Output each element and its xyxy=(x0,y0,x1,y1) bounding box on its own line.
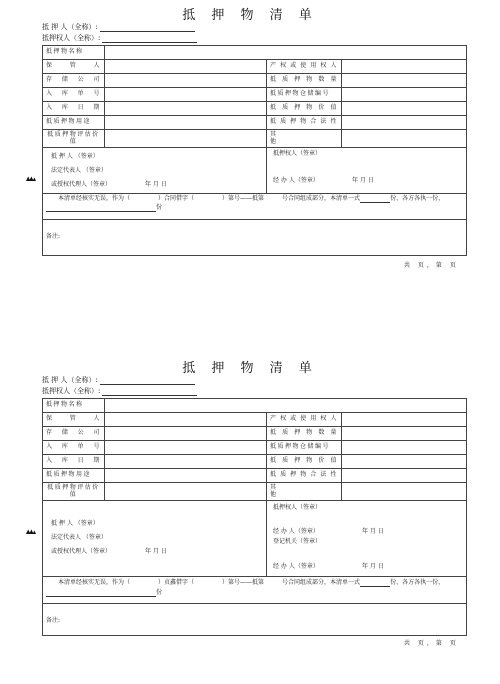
parties-blank[interactable] xyxy=(46,590,156,597)
table-row xyxy=(43,455,467,469)
remarks-cell[interactable] xyxy=(43,604,467,636)
row-value-cell[interactable] xyxy=(342,413,467,427)
table-row xyxy=(43,427,467,441)
row-label: 抵押物名称 xyxy=(43,46,105,60)
statement-text-a: 本清单经核实无误，作为（ xyxy=(58,195,131,203)
copies-blank[interactable] xyxy=(360,580,390,587)
row-label: 抵质押物仓储编号 xyxy=(267,88,342,102)
handler-sign-label: 经 办 人（签章） xyxy=(273,177,319,184)
row-label: 抵质押物价值 xyxy=(267,455,342,469)
table-row xyxy=(43,413,467,427)
mortgagor-sign-label: 抵 押 人 （签章） xyxy=(51,520,99,527)
row-value-cell[interactable] xyxy=(342,455,467,469)
handler-date-label: 年 月 日 xyxy=(362,528,384,535)
agent-sign-label: 或授权代理人（签章） xyxy=(51,181,112,188)
mortgage-table xyxy=(42,398,467,636)
mortgagee-signature-cell[interactable] xyxy=(267,501,467,577)
remarks-label: 备注: xyxy=(46,233,61,240)
mortgagor-signature-cell[interactable] xyxy=(43,501,267,577)
table-row xyxy=(43,483,467,501)
statement-text-b: ）合同借字（ xyxy=(158,195,195,203)
row-value-cell[interactable] xyxy=(342,441,467,455)
table-row xyxy=(43,441,467,455)
mortgagor-sign-label: 抵 押 人 （签章） xyxy=(51,153,99,160)
statement-text-f: 份 xyxy=(156,589,163,597)
row-value-cell[interactable] xyxy=(342,427,467,441)
statement-text-f: 份 xyxy=(156,204,163,212)
mortgagee-sign-label: 抵押权人（签章） xyxy=(273,150,322,157)
row-label: 产权或使用权人 xyxy=(267,60,342,74)
agent-sign-label: 或授权代理人（签章） xyxy=(51,548,112,555)
form-title: 抵 押 物 清 单 xyxy=(182,8,318,23)
row-label: 抵质押物合法性 xyxy=(267,116,342,130)
row-label: 抵质押物评估价值 xyxy=(43,483,105,501)
row-label: 抵押物名称 xyxy=(43,399,105,413)
row-label: 产权或使用权人 xyxy=(267,413,342,427)
logo-mark-icon xyxy=(26,529,36,534)
statement-cell[interactable] xyxy=(43,577,467,604)
sign-date-label: 年 月 日 xyxy=(145,181,167,188)
row-label: 抵质押物仓储编号 xyxy=(267,441,342,455)
table-row xyxy=(43,469,467,483)
handler-sign-label: 经 办 人（签章） xyxy=(273,528,319,535)
row-label: 入 库 单 号 xyxy=(43,88,105,102)
row-label: 保 管 人 xyxy=(43,413,105,427)
row-label: 入 库 日 期 xyxy=(43,455,105,469)
row-value-cell[interactable] xyxy=(342,469,467,483)
row-label: 其 他 xyxy=(267,483,342,501)
row-value-cell[interactable] xyxy=(105,413,267,427)
row-value-cell[interactable] xyxy=(105,427,267,441)
handler-date-label-2: 年 月 日 xyxy=(362,563,384,570)
row-label: 抵质押物评估价值 xyxy=(43,130,105,148)
handler-date-label: 年 月 日 xyxy=(352,177,374,184)
legal-rep-sign-label: 法定代表人 （签章） xyxy=(51,167,107,174)
mortgagor-label: 抵 押 人（全称）: xyxy=(42,23,98,31)
row-label: 保 管 人 xyxy=(43,60,105,74)
statement-text-d: 号合同组成部分，本清单一式 xyxy=(282,579,361,587)
registry-sign-label: 登记机关（签章） xyxy=(273,538,322,545)
row-value-cell[interactable] xyxy=(342,483,467,501)
row-value-cell[interactable] xyxy=(105,455,267,469)
row-value-cell[interactable] xyxy=(105,399,467,413)
row-label: 存 储 公 司 xyxy=(43,74,105,88)
row-label: 抵质押物数量 xyxy=(267,74,342,88)
table-row xyxy=(43,399,467,413)
form-title: 抵 押 物 清 单 xyxy=(182,361,318,376)
mortgagee-sign-label: 抵押权人（签章） xyxy=(273,504,322,511)
row-label: 抵质押物用途 xyxy=(43,116,105,130)
statement-text-c: ）第号——抵第 xyxy=(222,195,265,203)
remarks-row xyxy=(43,604,467,636)
statement-text-e: 份，各方各执一份， xyxy=(390,195,445,203)
row-value-cell[interactable] xyxy=(105,469,267,483)
mortgagee-name-field[interactable] xyxy=(42,386,197,396)
row-label: 抵质押物合法性 xyxy=(267,469,342,483)
remarks-label: 备注: xyxy=(46,617,61,624)
row-label: 其 他 xyxy=(267,130,342,148)
mortgagor-name-field[interactable] xyxy=(42,375,195,385)
row-label: 存 储 公 司 xyxy=(43,427,105,441)
signature-row xyxy=(43,501,467,577)
mortgagor-name-line[interactable] xyxy=(100,377,195,385)
mortgagee-name-line[interactable] xyxy=(102,388,197,396)
statement-text-e: 份，各方各执一份， xyxy=(390,579,445,587)
statement-text-d: 号合同组成部分，本清单一式 xyxy=(282,195,361,203)
row-label: 入 库 日 期 xyxy=(43,102,105,116)
legal-rep-sign-label: 法定代表人 （签章） xyxy=(51,534,107,541)
page-count-footer: 共 页，第 页 xyxy=(404,262,459,269)
mortgagor-label: 抵 押 人（全称）: xyxy=(42,376,98,384)
statement-text-a: 本清单经核实无误，作为（ xyxy=(58,579,131,587)
mortgagee-label: 抵押权人（全称）: xyxy=(42,387,101,395)
page-count-footer: 共 页，第 页 xyxy=(404,640,459,647)
mortgagee-label: 抵押权人（全称）: xyxy=(42,34,101,42)
row-label: 抵质押物数量 xyxy=(267,427,342,441)
row-label: 抵质押物价值 xyxy=(267,102,342,116)
handler-sign-label-2: 经 办 人（签章） xyxy=(273,563,319,570)
statement-text-b: ）贞鑫借字（ xyxy=(158,579,195,587)
statement-text-c: ）第号——抵第 xyxy=(222,579,265,587)
statement-row xyxy=(43,577,467,604)
row-label: 抵质押物用途 xyxy=(43,469,105,483)
row-value-cell[interactable] xyxy=(105,483,267,501)
row-label: 入 库 单 号 xyxy=(43,441,105,455)
row-value-cell[interactable] xyxy=(105,441,267,455)
sign-date-label: 年 月 日 xyxy=(145,548,167,555)
